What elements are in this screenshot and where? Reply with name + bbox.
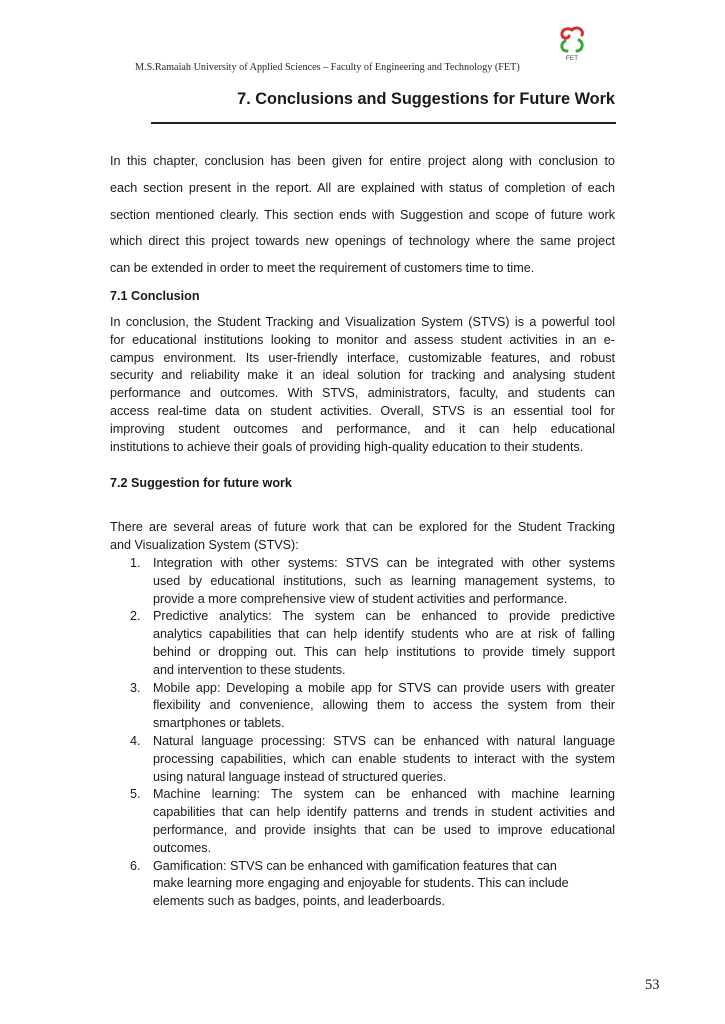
text-line: using natural language instead of structured queries. bbox=[153, 769, 447, 784]
text-line: In conclusion, the Student Tracking and Visualization System (STVS) is a powerful tool bbox=[110, 315, 615, 329]
list-number: 6. bbox=[130, 858, 141, 873]
text-line: outcomes. bbox=[153, 840, 212, 855]
text-line: campus environment. Its user-friendly interface, customizable features, and robust bbox=[110, 350, 615, 365]
running-header: M.S.Ramaiah University of Applied Sciences – Faculty of Engineering and Technology (FET) bbox=[135, 62, 520, 73]
list-item bbox=[110, 858, 615, 911]
text-line: provide a more comprehensive view of student activities and performance. bbox=[153, 591, 568, 606]
future-work-list bbox=[110, 555, 615, 911]
text-line: which direct this project towards new openings of technology where the same project bbox=[110, 234, 615, 249]
text-line: Predictive analytics: The system can be enhanced to provide predictive bbox=[153, 609, 615, 624]
section-heading-future-work: 7.2 Suggestion for future work bbox=[110, 476, 292, 490]
list-number: 1. bbox=[130, 556, 141, 570]
text-line: smartphones or tablets. bbox=[153, 716, 285, 731]
text-line: and Visualization System (STVS): bbox=[110, 537, 299, 552]
list-item bbox=[110, 680, 615, 733]
chapter-title: 7. Conclusions and Suggestions for Future Work bbox=[237, 90, 615, 108]
list-number: 5. bbox=[130, 787, 141, 802]
text-line: In this chapter, conclusion has been given for entire project along with conclusion to bbox=[110, 154, 615, 168]
text-line: used by educational institutions, such as learning management systems, to bbox=[153, 573, 615, 588]
page-number: 53 bbox=[645, 977, 660, 993]
text-line: performance, and provide insights that can be used to improve educational bbox=[153, 822, 615, 837]
list-item bbox=[110, 555, 615, 608]
text-line: access real-time data on student activities. Overall, STVS is an essential tool for bbox=[110, 403, 615, 418]
conclusion-paragraph bbox=[110, 314, 615, 456]
text-line: elements such as badges, points, and leaderboards. bbox=[153, 894, 445, 909]
text-line: Gamification: STVS can be enhanced with gamification features that can bbox=[153, 858, 557, 873]
text-line: for educational institutions looking to monitor and assess student activities in an e- bbox=[110, 332, 615, 347]
text-line: and intervention to these students. bbox=[153, 662, 346, 677]
text-line: capabilities that can help identify patterns and trends in student activities and bbox=[153, 805, 615, 820]
text-line: security and reliability make it an ideal solution for tracking and analysing student bbox=[110, 368, 615, 383]
text-line: section mentioned clearly. This section ends with Suggestion and scope of future work bbox=[110, 207, 615, 222]
section-heading-conclusion: 7.1 Conclusion bbox=[110, 289, 200, 303]
text-line: processing capabilities, which can enable students to interact with the system bbox=[153, 751, 615, 766]
fet-logo-icon bbox=[557, 26, 587, 62]
text-line: Natural language processing: STVS can be enhanced with natural language bbox=[153, 733, 615, 748]
text-line: make learning more engaging and enjoyable for students. This can include bbox=[153, 876, 569, 891]
list-number: 4. bbox=[130, 733, 141, 748]
text-line: analytics capabilities that can help identify students who are at risk of falling bbox=[153, 627, 615, 642]
text-line: can be extended in order to meet the requirement of customers time to time. bbox=[110, 261, 535, 276]
text-line: There are several areas of future work that can be explored for the Student Tracking bbox=[110, 520, 615, 534]
list-number: 3. bbox=[130, 680, 141, 695]
list-item bbox=[110, 786, 615, 857]
text-line: Machine learning: The system can be enhanced with machine learning bbox=[153, 787, 615, 802]
list-item bbox=[110, 733, 615, 786]
title-divider bbox=[151, 122, 616, 124]
logo-text: FET bbox=[565, 55, 579, 62]
text-line: behind or dropping out. This can help institutions to provide timely support bbox=[153, 644, 615, 659]
list-number: 2. bbox=[130, 609, 141, 624]
text-line: Mobile app: Developing a mobile app for STVS can provide users with greater bbox=[153, 680, 615, 695]
text-line: improving student outcomes and performance, and it can help educational bbox=[110, 421, 615, 436]
text-line: performance and outcomes. With STVS, administrators, faculty, and students can bbox=[110, 386, 615, 401]
text-line: flexibility and convenience, allowing them to access the system from their bbox=[153, 698, 615, 713]
text-line: Integration with other systems: STVS can be integrated with other systems bbox=[153, 556, 615, 570]
chapter-intro bbox=[110, 151, 615, 285]
list-item bbox=[110, 608, 615, 679]
text-line: each section present in the report. All are explained with status of completion of each bbox=[110, 180, 615, 195]
future-work-intro bbox=[110, 519, 615, 555]
text-line: institutions to achieve their goals of providing high-quality education to their students. bbox=[110, 439, 584, 454]
